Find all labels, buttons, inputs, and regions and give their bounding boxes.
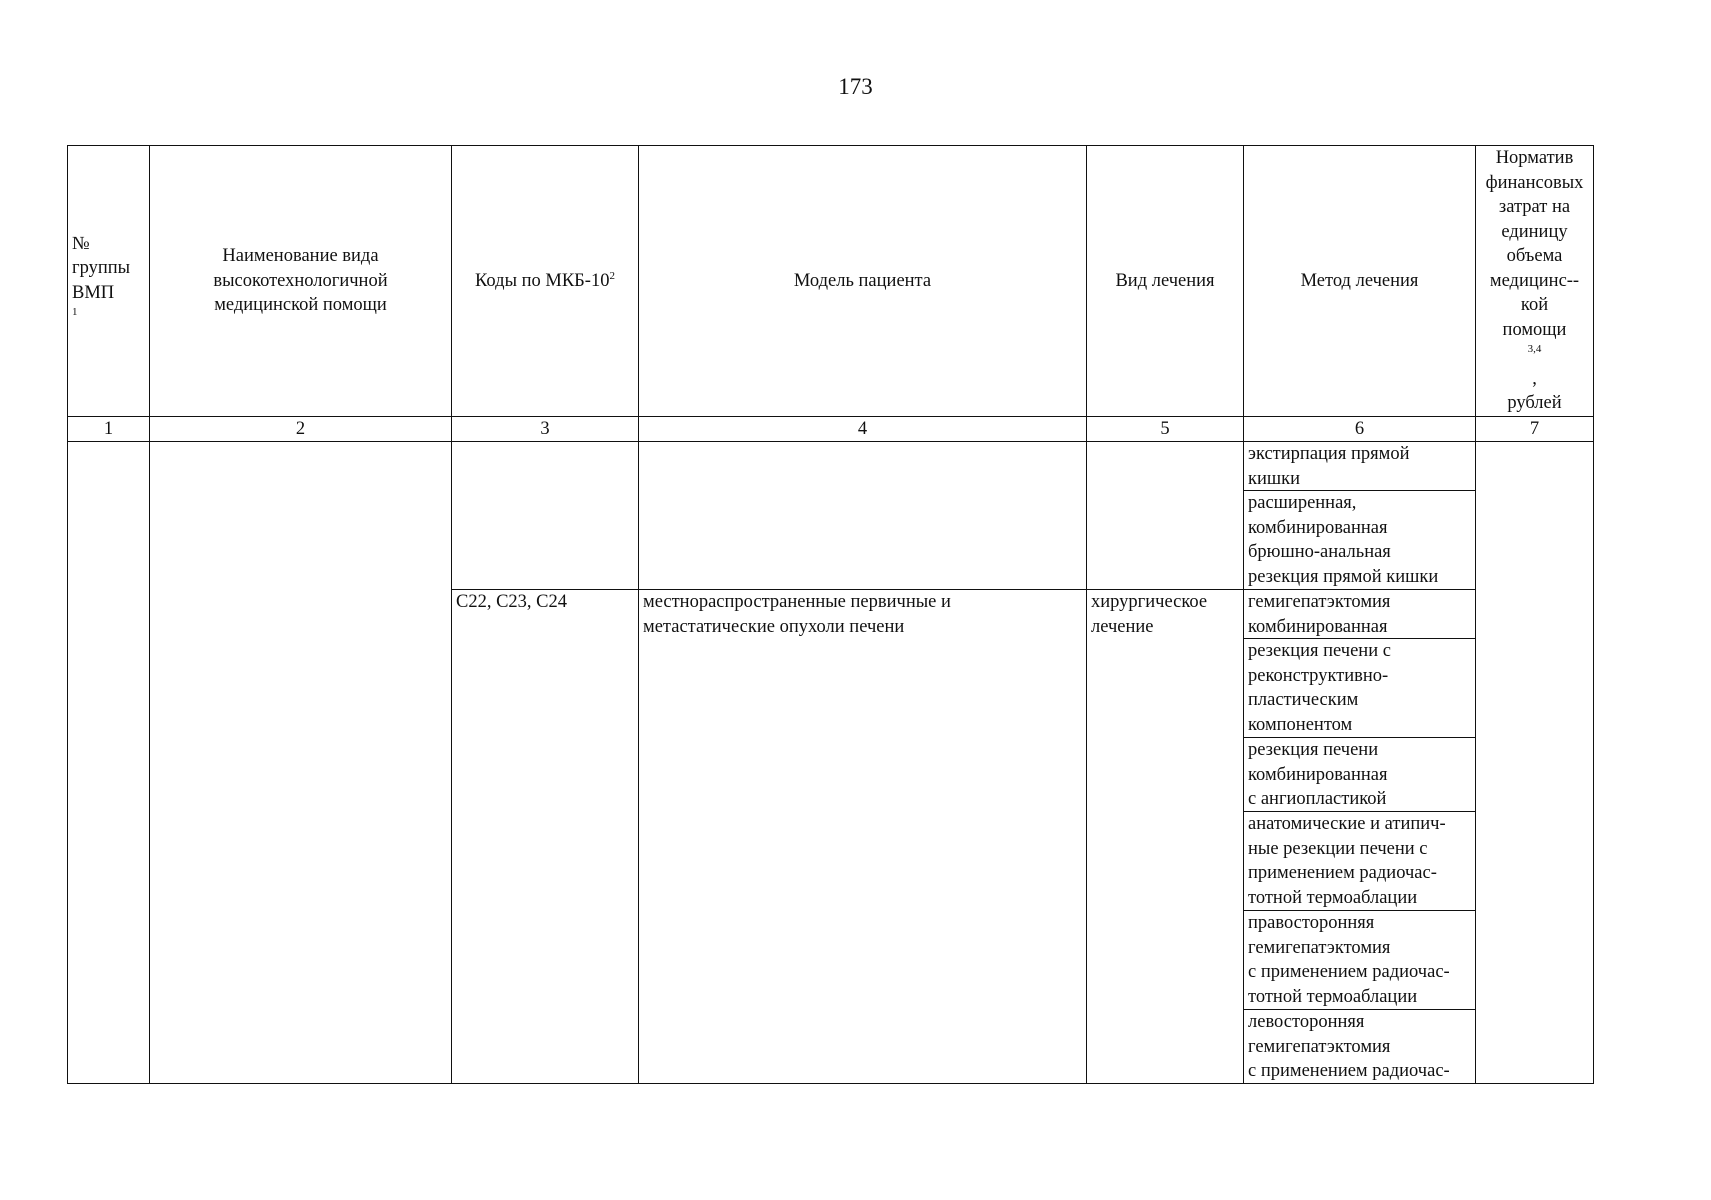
page-number: 173 <box>838 74 873 99</box>
care-type-cell <box>150 442 452 1084</box>
group-number-cell <box>68 442 150 1084</box>
header-treatment-method: Метод лечения <box>1244 146 1476 417</box>
column-number: 6 <box>1244 416 1476 442</box>
column-number: 1 <box>68 416 150 442</box>
header-cost-standard: Норматив финансовых затрат на единицу объема медицинс-- кой помощи $^{3,4}$ , рублей <box>1476 146 1594 417</box>
patient-model-cell <box>639 442 1087 590</box>
icd-codes-cell: C22, C23, C24 <box>452 590 639 1084</box>
header-care-type: Наименование вида высокотехнологичной медицинской помощи <box>150 146 452 417</box>
method-item: гемигепатэктомия комбинированная <box>1244 590 1475 639</box>
method-item: экстирпация прямой кишки <box>1244 442 1475 491</box>
method-item: левосторонняя гемигепатэктомия с применением радиочас- <box>1248 1012 1450 1081</box>
column-number: 5 <box>1087 416 1244 442</box>
treatment-method-cell <box>1244 590 1476 1084</box>
treatment-type-cell: хирургическое лечение <box>1087 590 1244 1084</box>
vmp-table <box>67 145 1594 1084</box>
column-number: 2 <box>150 416 452 442</box>
table-row <box>68 442 1594 590</box>
method-item: резекция печени с реконструктивно- пластическим компонентом <box>1244 639 1475 738</box>
header-row <box>68 146 1594 417</box>
treatment-method-cell <box>1244 442 1476 590</box>
column-number: 4 <box>639 416 1087 442</box>
icd-codes-cell <box>452 442 639 590</box>
method-item: расширенная, комбинированная брюшно-анальная резекция прямой кишки <box>1248 493 1439 587</box>
header-treatment-type: Вид лечения <box>1087 146 1244 417</box>
column-number-row <box>68 416 1594 442</box>
header-group-number: № группы ВМП $^1$ <box>68 146 150 417</box>
header-patient-model: Модель пациента <box>639 146 1087 417</box>
column-number: 3 <box>452 416 639 442</box>
cost-standard-cell <box>1476 442 1594 1084</box>
method-item: правосторонняя гемигепатэктомия с применением радиочас- тотной термоаблации <box>1244 911 1475 1010</box>
method-item: анатомические и атипич- ные резекции печени с применением радиочас- тотной термоаблации <box>1244 812 1475 911</box>
header-icd-codes: Коды по МКБ-$10^2$ <box>452 146 639 417</box>
method-item: резекция печени комбинированная с ангиопластикой <box>1244 738 1475 812</box>
patient-model-cell: местнораспространенные первичные и метастатические опухоли печени <box>639 590 1087 1084</box>
treatment-type-cell <box>1087 442 1244 590</box>
column-number: 7 <box>1476 416 1594 442</box>
